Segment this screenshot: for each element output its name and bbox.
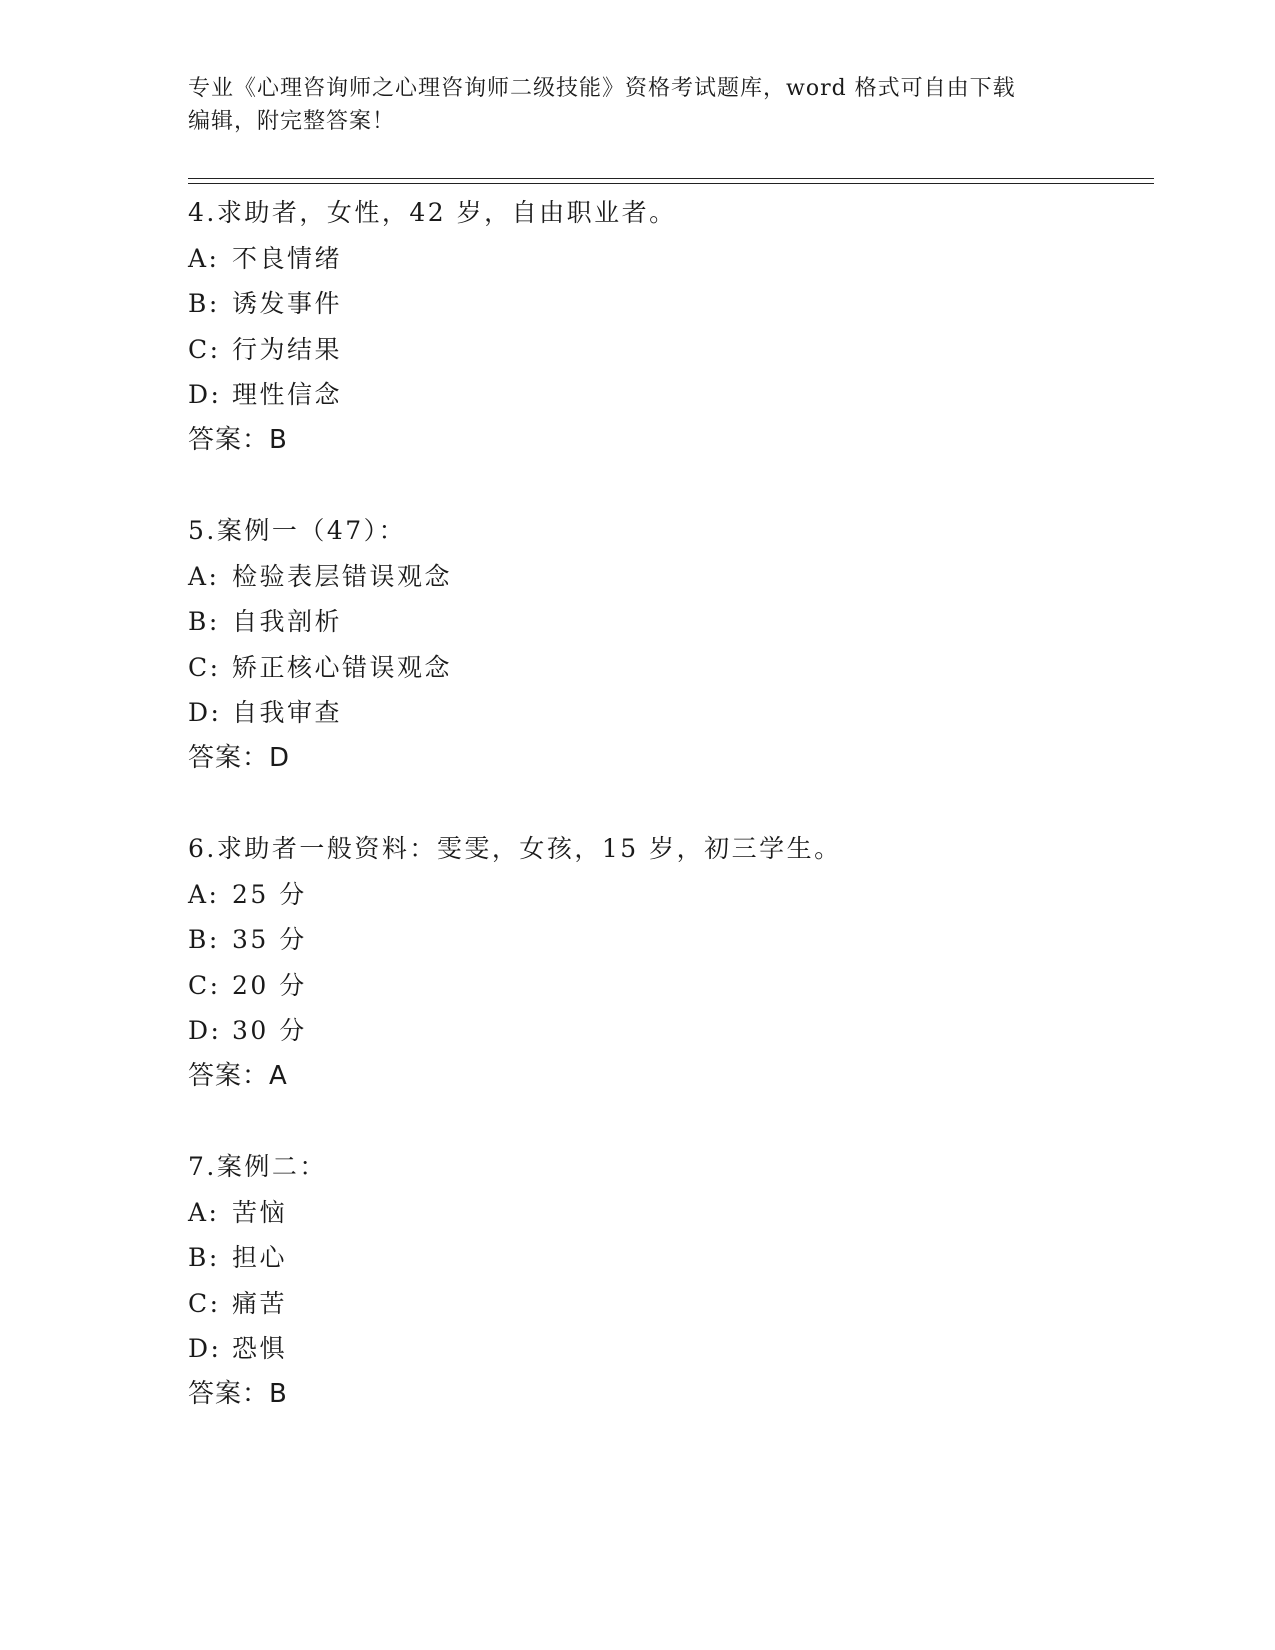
option-letter: D: — [188, 698, 222, 727]
option-letter: C: — [188, 334, 221, 364]
option-text: 自我审查 — [232, 698, 343, 727]
option-b — [188, 599, 1148, 645]
question-item — [188, 1144, 1148, 1417]
option-b — [188, 917, 1148, 963]
option-a — [188, 1190, 1148, 1236]
option-a — [188, 554, 1148, 600]
option-b — [188, 281, 1148, 327]
option-letter: A: — [188, 243, 220, 273]
option-c — [188, 963, 1148, 1009]
option-text: 恐惧 — [232, 1334, 288, 1363]
option-d — [188, 372, 1148, 418]
option-letter: D: — [188, 380, 222, 409]
option-text: 20 分 — [232, 970, 307, 1000]
option-text: 不良情绪 — [232, 243, 343, 273]
document-header — [188, 72, 1088, 138]
option-letter: D: — [188, 1334, 222, 1363]
answer-line: 答案：A — [188, 1060, 288, 1091]
option-c — [188, 327, 1148, 373]
answer-line: 答案：B — [188, 424, 288, 455]
option-text: 矫正核心错误观念 — [232, 652, 453, 682]
option-letter: B: — [188, 607, 220, 636]
option-letter: A: — [188, 1197, 220, 1227]
option-letter: C: — [188, 970, 221, 1000]
option-letter: C: — [188, 1288, 221, 1318]
option-a — [188, 872, 1148, 918]
question-item — [188, 508, 1148, 781]
question-stem: 6.求助者一般资料：雯雯，女孩，15 岁，初三学生。 — [188, 834, 842, 863]
option-text: 痛苦 — [232, 1288, 288, 1318]
option-b — [188, 1235, 1148, 1281]
option-d — [188, 1008, 1148, 1054]
option-text: 行为结果 — [232, 334, 343, 364]
header-divider-bottom — [188, 183, 1154, 184]
option-d — [188, 690, 1148, 736]
option-d — [188, 1326, 1148, 1372]
option-text: 担心 — [232, 1243, 288, 1272]
option-letter: B: — [188, 1243, 220, 1272]
question-stem: 5.案例一（47）： — [188, 516, 407, 545]
option-text: 诱发事件 — [232, 289, 343, 318]
answer-line: 答案：B — [188, 1378, 288, 1409]
question-stem: 7.案例二： — [188, 1152, 327, 1181]
option-c — [188, 645, 1148, 691]
question-item — [188, 826, 1148, 1099]
option-c — [188, 1281, 1148, 1327]
option-letter: C: — [188, 652, 221, 682]
question-list — [188, 190, 1148, 1462]
header-divider-top — [188, 178, 1154, 179]
option-letter: B: — [188, 289, 220, 318]
option-letter: D: — [188, 1016, 222, 1045]
option-text: 理性信念 — [232, 380, 343, 409]
option-a — [188, 236, 1148, 282]
option-text: 35 分 — [232, 925, 307, 954]
question-stem: 4.求助者，女性，42 岁，自由职业者。 — [188, 198, 677, 227]
option-text: 苦恼 — [232, 1197, 288, 1227]
answer-line: 答案：D — [188, 742, 291, 773]
option-text: 检验表层错误观念 — [232, 561, 453, 591]
header-line-2: 编辑，附完整答案！ — [188, 109, 396, 134]
option-letter: A: — [188, 879, 220, 909]
option-letter: A: — [188, 561, 220, 591]
option-letter: B: — [188, 925, 220, 954]
option-text: 自我剖析 — [232, 607, 343, 636]
question-item — [188, 190, 1148, 463]
header-line-1: 专业《心理咨询师之心理咨询师二级技能》资格考试题库，word 格式可自由下载 — [188, 76, 1016, 101]
option-text: 25 分 — [232, 879, 307, 909]
option-text: 30 分 — [232, 1016, 307, 1045]
